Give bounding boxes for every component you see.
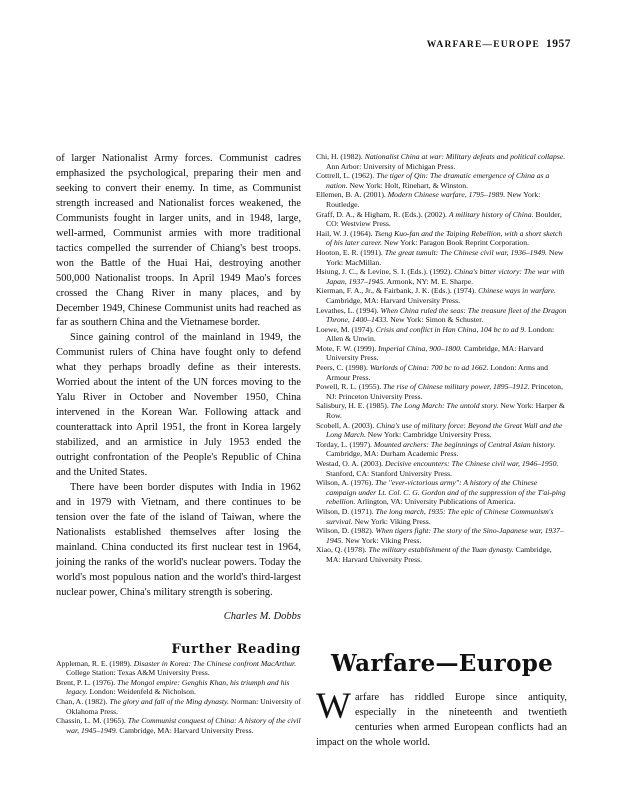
reference-entry bbox=[316, 325, 567, 344]
reference-publisher: New York: MacMillan. bbox=[326, 247, 564, 267]
reference-entry bbox=[56, 659, 301, 678]
reference-title: The Mongol empire: Genghis Khan, his triumph and his legacy. bbox=[66, 677, 290, 697]
reference-author: Levathes, L. (1994). bbox=[316, 305, 381, 315]
reference-author: Westad, O. A. (2003). bbox=[316, 459, 385, 468]
reference-title: Tseng Kuo-fan and the Taiping Rebellion, with a short sketch of his later career. bbox=[326, 228, 563, 248]
reference-author: Brent, P. L. (1976). bbox=[56, 677, 118, 687]
reference-publisher: London: Arms and Armour Press. bbox=[326, 363, 548, 382]
reference-publisher: New York: Harper & Row. bbox=[326, 401, 565, 421]
reference-title: A military history of China. bbox=[448, 209, 534, 219]
reference-publisher: Cambridge, MA: Harvard University Press. bbox=[326, 343, 544, 363]
reference-entry bbox=[316, 306, 567, 325]
reference-entry bbox=[316, 401, 567, 420]
references-list-left bbox=[56, 659, 301, 736]
reference-entry bbox=[56, 678, 301, 697]
reference-title: When tigers fight: The story of the Sino-Japanese war, 1937–1945. bbox=[326, 526, 564, 545]
reference-author: Ellemen, B. A. (2001). bbox=[316, 190, 388, 200]
reference-author: Hail, W. J. (1964). bbox=[316, 228, 375, 238]
reference-publisher: College Station: Texas A&M University Press. bbox=[66, 668, 210, 678]
reference-author: Hooton, E. R. (1991). bbox=[316, 247, 385, 257]
reference-title: China's use of military force: Beyond the Great Wall and the Long March. bbox=[326, 420, 563, 440]
reference-publisher: New York: Viking Press. bbox=[352, 516, 431, 526]
reference-title: The long march, 1935: The epic of Chinese Communism's survival. bbox=[326, 506, 554, 526]
reference-entry bbox=[316, 190, 567, 209]
reference-publisher: Norman: University of Oklahoma Press. bbox=[66, 696, 301, 716]
reference-entry bbox=[316, 248, 567, 267]
reference-author: Powell, R. L. (1955). bbox=[316, 382, 384, 392]
reference-publisher: New York: Cambridge University Press. bbox=[365, 430, 492, 440]
reference-title: The glory and fall of the Ming dynasty. bbox=[109, 696, 229, 706]
reference-title: Disaster in Korea: The Chinese confront MacArthur. bbox=[133, 658, 297, 668]
reference-author: Wilson, A. (1976). bbox=[316, 478, 376, 488]
reference-publisher: London: Allen & Unwin. bbox=[326, 324, 555, 344]
reference-author: Wilson, D. (1971). bbox=[316, 506, 376, 516]
reference-title: Modern Chinese warfare, 1795–1989. bbox=[387, 190, 506, 200]
reference-entry bbox=[316, 382, 567, 401]
reference-author: Chi, H. (1982). bbox=[316, 152, 365, 161]
reference-title: The Communist conquest of China: A history of the civil war, 1945–1949. bbox=[66, 716, 301, 735]
reference-entry bbox=[316, 440, 567, 459]
reference-title: Crisis and conflict in Han China, 104 bc to ad 9. bbox=[375, 324, 527, 334]
reference-entry bbox=[56, 716, 301, 735]
reference-entry bbox=[316, 152, 567, 171]
reference-title: Warlords of China: 700 bc to ad 1662. bbox=[369, 363, 489, 373]
reference-title: Imperial China, 900–1800. bbox=[378, 343, 462, 353]
reference-publisher: Cambridge, MA: Durham Academic Press. bbox=[326, 449, 459, 459]
further-reading-heading: Further Reading bbox=[171, 641, 301, 657]
reference-entry bbox=[316, 363, 567, 382]
reference-publisher: Ann Arbor: University of Michigan Press. bbox=[326, 161, 456, 171]
references-list-right bbox=[316, 152, 567, 565]
author-signature: Charles M. Dobbs bbox=[223, 610, 301, 622]
page-number: 1957 bbox=[546, 38, 571, 50]
reference-title: China's bitter victory: The war with Japan, 1937–1945. bbox=[326, 267, 565, 286]
running-head bbox=[427, 38, 571, 50]
reference-publisher: Stanford, CA: Stanford University Press. bbox=[326, 468, 452, 478]
reference-title: When China ruled the seas: The treasure fleet of the Dragon Throne, 1400–1433. bbox=[326, 305, 567, 325]
reference-publisher: Cambridge, MA: Harvard University Press. bbox=[326, 545, 552, 564]
running-head-title: WARFARE—EUROPE bbox=[426, 40, 540, 50]
reference-author: Chassin, L. M. (1965). bbox=[56, 716, 128, 726]
reference-publisher: Cambridge, MA: Harvard University Press. bbox=[117, 725, 254, 735]
reference-entry bbox=[316, 545, 567, 564]
reference-title: The tiger of Qin: The dramatic emergence of China as a nation. bbox=[326, 171, 550, 190]
reference-publisher: Armonk, NY: M. E. Sharpe. bbox=[385, 276, 474, 286]
reference-title: The rise of Chinese military power, 1895–1912. bbox=[383, 382, 530, 392]
reference-author: Loewe, M. (1974). bbox=[316, 324, 376, 334]
drop-cap: W bbox=[316, 686, 351, 727]
reference-author: Wilson, D. (1982). bbox=[316, 526, 376, 536]
reference-author: Salisbury, H. E. (1985). bbox=[316, 401, 391, 411]
reference-entry bbox=[316, 459, 567, 478]
reference-entry bbox=[316, 344, 567, 363]
reference-publisher: New York: Paragon Book Reprint Corporation. bbox=[382, 238, 529, 248]
reference-title: The "ever-victorious army": A history of the Chinese campaign under Lt. Col. C. G. Gordon and of the suppression of the T'ai-ping rebellion. bbox=[326, 478, 566, 507]
reference-author: Scobell, A. (2003). bbox=[316, 420, 377, 430]
reference-author: Peers, C. (1998). bbox=[316, 363, 370, 373]
reference-author: Torday, L. (1997). bbox=[316, 439, 374, 449]
reference-title: Decisive encounters: The Chinese civil war, 1946–1950. bbox=[384, 459, 559, 468]
body-paragraph: Since gaining control of the mainland in 1949, the Communist rulers of China have fought only to defend what they perhaps broadly define as their interests. Worried about the intent of the UN forces moving to the Yalu River in October and November 1950, China intervened in the Korean War. Following attack and counterattack into April 1951, the front in Korea largely stabilized, and an armistice in July 1953 ended the outright confrontation of the People's Republic of China and the United States. bbox=[56, 332, 301, 479]
section-title: Warfare—Europe bbox=[331, 650, 554, 677]
article-body bbox=[56, 152, 301, 601]
reference-author: Cottrell, L. (1962). bbox=[316, 171, 377, 181]
reference-title: The great tumult: The Chinese civil war, 1936–1949. bbox=[384, 247, 547, 257]
reference-title: Mounted archers: The beginnings of Central Asian history. bbox=[373, 439, 556, 449]
reference-entry bbox=[316, 507, 567, 526]
reference-author: Chan, A. (1982). bbox=[56, 696, 110, 706]
reference-author: Hsiung, J. C., & Levine, S. I. (Eds.). (1992). bbox=[316, 267, 455, 277]
reference-author: Graff, D. A., & Higham, R. (Eds.). (2002). bbox=[316, 209, 449, 219]
reference-author: Xiao, Q. (1978). bbox=[316, 545, 369, 555]
reference-entry bbox=[316, 210, 567, 229]
reference-author: Kierman, F. A., Jr., & Fairbank, J. K. (Eds.). (1974). bbox=[316, 286, 479, 296]
reference-entry bbox=[316, 229, 567, 248]
body-paragraph: There have been border disputes with India in 1962 and in 1979 with Vietnam, and there continues to be tension over the fate of the island of Taiwan, where the Nationalists established themselves after losing the mainland. China conducted its first nuclear test in 1964, joining the ranks of the world's nuclear powers. Today the world's most populous nation and the world's third-largest nuclear power, China's military strength is sobering. bbox=[56, 481, 301, 598]
reference-publisher: New York: Routledge. bbox=[326, 190, 541, 209]
reference-entry bbox=[316, 478, 567, 507]
reference-publisher: Cambridge, MA: Harvard University Press. bbox=[326, 295, 461, 305]
section-intro-text: arfare has riddled Europe since antiquity, especially in the nineteenth and twentieth centuries when armed European conflicts had an impact on the whole world. bbox=[316, 692, 567, 748]
reference-entry bbox=[56, 697, 301, 716]
section-intro bbox=[316, 686, 567, 750]
reference-publisher: London: Weidenfeld & Nicholson. bbox=[87, 687, 196, 697]
reference-entry bbox=[316, 171, 567, 190]
reference-publisher: Boulder, CO: Westview Press. bbox=[326, 209, 562, 229]
reference-title: The military establishment of the Yuan dynasty. bbox=[368, 545, 514, 555]
reference-title: The Long March: The untold story. bbox=[390, 401, 499, 411]
reference-author: Mote, F. W. (1999). bbox=[316, 343, 379, 353]
reference-title: Nationalist China at war: Military defeats and political collapse. bbox=[364, 152, 566, 161]
reference-entry bbox=[316, 421, 567, 440]
reference-publisher: Arlington, VA: University Publications of America. bbox=[355, 497, 516, 507]
reference-publisher: New York: Simon & Schuster. bbox=[388, 315, 484, 325]
right-column bbox=[316, 152, 567, 565]
reference-publisher: Princeton, NJ: Princeton University Press. bbox=[326, 382, 563, 401]
reference-publisher: New York: Viking Press. bbox=[343, 535, 422, 545]
body-paragraph: of larger Nationalist Army forces. Communist cadres emphasized the psychological, preparing their men and seeking to convert their enemy. In time, as Communist strength increased and Nationalist forces weakened, the Communists fought in larger units, and in 1948, large, well-armed, Communist armies with more traditional tactics compelled the surrender of Chiang's best troops. won the Battle of the Huai Hai, destroying another 500,000 Nationalist troops. In April 1949 Mao's forces crossed the Chang River in many places, and by December 1949, Chinese Communist units had reached as far as southern China and the Vietnamese border. bbox=[56, 153, 301, 329]
reference-publisher: New York: Holt, Rinehart, & Winston. bbox=[347, 180, 468, 190]
reference-entry bbox=[316, 267, 567, 286]
reference-title: Chinese ways in warfare. bbox=[478, 286, 556, 296]
left-column bbox=[56, 152, 301, 735]
reference-author: Appleman, R. E. (1989). bbox=[56, 658, 134, 668]
reference-entry bbox=[316, 526, 567, 545]
reference-entry bbox=[316, 286, 567, 305]
